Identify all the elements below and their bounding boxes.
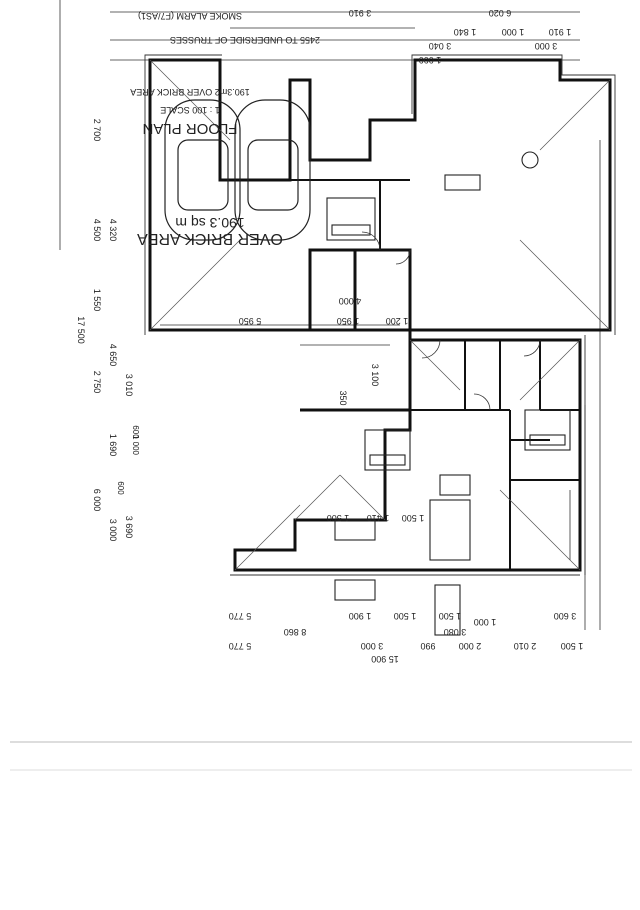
dim-label: 5 770 [228, 611, 252, 621]
dim-label: 350 [338, 390, 348, 406]
dim-label: 1 000 [473, 617, 497, 627]
dim-label: 6 020 [488, 8, 512, 18]
dim-label: 1 690 [108, 433, 118, 457]
dim-label: 2 010 [513, 641, 537, 651]
furniture [327, 152, 570, 635]
dim-label: 1 410 [366, 513, 390, 523]
dim-label: 3 010 [124, 373, 134, 397]
dim-label: 3 000 [360, 641, 384, 651]
plan-text [76, 8, 583, 664]
scale-note: 1 : 100 SCALE [160, 105, 220, 115]
dim-label: 990 [420, 641, 436, 651]
area-value: 190.3 sq m [175, 215, 245, 231]
dim-label: 1 500 [393, 611, 417, 621]
dim-label: 1 500 [401, 513, 425, 523]
dim-label: 3 600 [553, 611, 577, 621]
trusses-note: 2455 TO UNDERSIDE OF TRUSSES [169, 35, 321, 45]
dim-label: 17 500 [76, 316, 86, 344]
dim-label: 1 840 [453, 27, 477, 37]
dim-label: 8 860 [283, 627, 307, 637]
dim-label: 1 000 [131, 434, 140, 456]
dim-label: 1 000 [418, 55, 442, 65]
dim-label: 4 320 [108, 218, 118, 242]
dim-total: 15 900 [371, 654, 399, 664]
smoke-alarm-note: SMOKE ALARM (F7/AS1) [137, 11, 243, 21]
dim-label: 2 700 [92, 118, 102, 142]
dim-label: 4 000 [338, 296, 362, 306]
dim-label: 1 500 [560, 641, 584, 651]
dim-label: 6 000 [92, 488, 102, 512]
dim-label: 5 950 [238, 316, 262, 326]
dim-label: 1 500 [438, 611, 462, 621]
dim-label: 600 [116, 481, 125, 495]
dim-label: 1 950 [336, 316, 360, 326]
dim-label: 3 080 [443, 627, 467, 637]
dim-label: 2 750 [92, 370, 102, 394]
dim-label: 600 [131, 425, 140, 439]
dim-label: 1 900 [348, 611, 372, 621]
dim-label: 4 650 [108, 343, 118, 367]
dim-label: 3 690 [124, 515, 134, 539]
area-heading: OVER BRICK AREA [137, 230, 283, 247]
dim-label: 4 500 [92, 218, 102, 242]
dim-label: 1 500 [326, 513, 350, 523]
dim-label: 2 000 [458, 641, 482, 651]
dim-label: 1 550 [92, 288, 102, 312]
dim-label: 1 000 [501, 27, 525, 37]
area-caption: 190.3m2 OVER BRICK AREA [130, 87, 250, 97]
dim-label: 3 000 [534, 41, 558, 51]
dim-label: 1 200 [385, 316, 409, 326]
dim-label: 3 000 [108, 518, 118, 542]
dim-label: 1 910 [548, 27, 572, 37]
plan-title: FLOOR PLAN [142, 120, 238, 137]
dim-label: 5 770 [228, 641, 252, 651]
dim-label: 3 910 [348, 8, 372, 18]
dim-label: 3 100 [370, 363, 380, 387]
dim-label: 3 040 [428, 41, 452, 51]
interior-walls [290, 180, 580, 570]
